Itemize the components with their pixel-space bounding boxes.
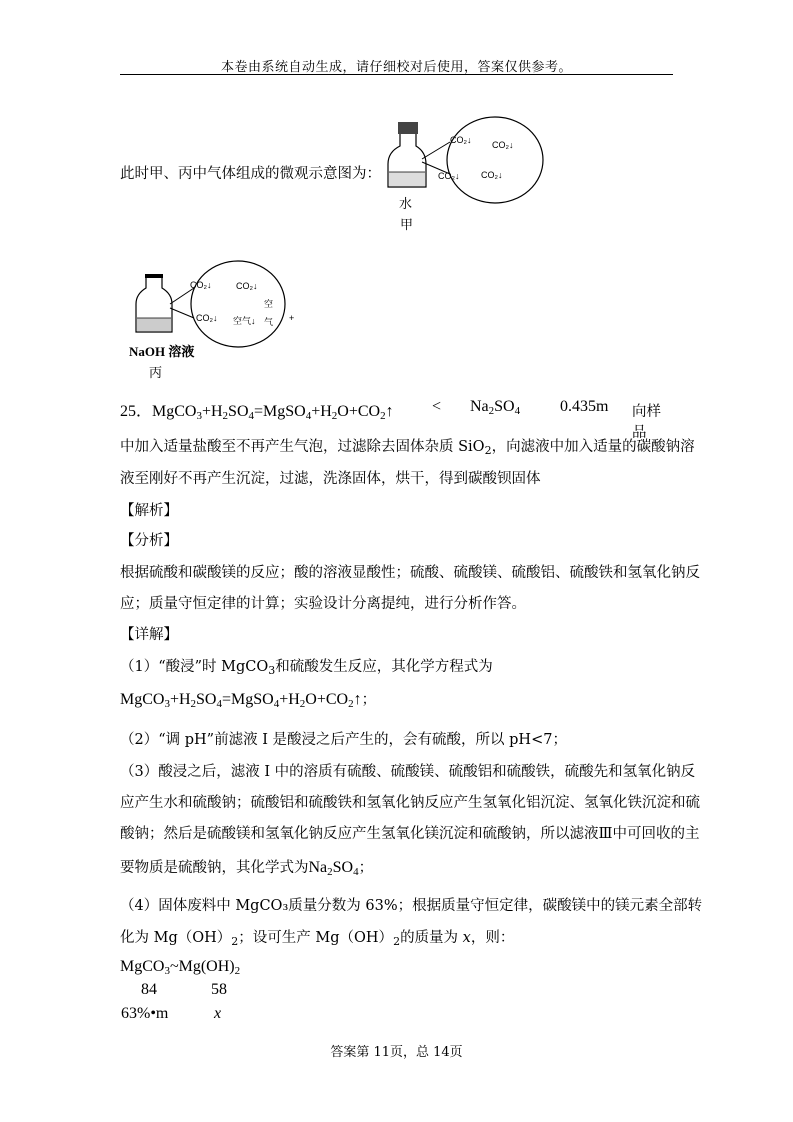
detail-p3: 应产生水和硫酸钠；硫酸铝和硫酸铁和氢氧化钠反应产生氢氧化铝沉淀、氢氧化铁沉淀和硫 bbox=[120, 795, 700, 811]
figure-caption: 此时甲、丙中气体组成的微观示意图为： bbox=[120, 166, 381, 182]
detail-p1: （1）“酸浸”时 MgCO$_3$和硫酸发生反应，其化学方程式为 bbox=[120, 659, 493, 677]
detail-p4: （4）固体废料中 MgCO₃质量分数为 63%；根据质量守恒定律，碳酸镁中的镁元素全部转 bbox=[120, 898, 703, 914]
q25-line3: 液至刚好不再产生沉淀，过滤，洗涤固体，烘干，得到碳酸钡固体 bbox=[120, 471, 541, 487]
liquid-label: 水 bbox=[399, 197, 413, 212]
fenxi-text: 应；质量守恒定律的计算；实验设计分离提纯，进行分析作答。 bbox=[120, 596, 526, 612]
water-layer bbox=[389, 172, 425, 186]
bottle-cap bbox=[145, 274, 163, 278]
q25-line2: 中加入适量盐酸至不再产生气泡，过滤除去固体杂质 SiO$_2$，向滤液中加入适量的碳酸钠溶 bbox=[120, 439, 695, 457]
naoh-layer bbox=[137, 318, 171, 331]
ph-answer: < bbox=[432, 398, 442, 415]
molar-mass: 84 bbox=[141, 981, 157, 998]
molecule-label: CO₂↓ bbox=[236, 281, 258, 291]
page-footer: 答案第 11页，总 14页 bbox=[330, 1045, 463, 1060]
molecule-label: CO₂↓ bbox=[190, 280, 212, 290]
fenxi-text: 根据硫酸和碳酸镁的反应；酸的溶液显酸性；硫酸、硫酸镁、硫酸铝、硫酸铁和氢氧化钠反 bbox=[120, 565, 700, 581]
molar-mass: 58 bbox=[211, 981, 227, 998]
detail-p3: 要物质是硫酸钠，其化学式为$Na_2SO_4$； bbox=[120, 859, 374, 878]
header-divider bbox=[120, 74, 673, 75]
mass-answer: 0.435m bbox=[560, 398, 609, 415]
q25-equation: 25．$MgCO_3+H_2SO_4=MgSO_4+H_2O+CO_2↑$ bbox=[120, 403, 394, 422]
bottle-cap bbox=[398, 122, 418, 134]
section-xiangjie: 【详解】 bbox=[120, 627, 178, 643]
liquid-label: NaOH 溶液 bbox=[129, 344, 195, 359]
molecule-label: CO₂↓ bbox=[450, 135, 472, 145]
detail-p3: （3）酸浸之后，滤液 I 中的溶质有硫酸、硫酸镁、硫酸铝和硫酸铁，硫酸先和氢氧化钠反 bbox=[120, 764, 696, 780]
section-jiexi: 【解析】 bbox=[120, 503, 178, 519]
ratio-formula: $MgCO_3\sim Mg(OH)_2$ bbox=[120, 958, 241, 977]
formula-answer: $Na_2SO_4$ bbox=[470, 398, 521, 417]
detail-p3: 酸钠；然后是硫酸镁和氢氧化钠反应产生氢氧化镁沉淀和硫酸钠，所以滤液Ⅲ中可回收的主 bbox=[120, 826, 700, 842]
molecule-label: CO₂↓ bbox=[492, 140, 514, 150]
detail-equation: $MgCO_3+H_2SO_4=MgSO_4+H_2O+CO_2↑$； bbox=[120, 691, 377, 710]
molecule-label: 空气↓ bbox=[233, 316, 256, 326]
vessel-label: 丙 bbox=[149, 366, 163, 381]
page-header: 本卷由系统自动生成，请仔细校对后使用，答案仅供参考。 bbox=[220, 60, 572, 75]
section-fenxi: 【分析】 bbox=[120, 533, 178, 549]
side-text: 空 bbox=[264, 299, 274, 309]
molecule-label: CO₂↓ bbox=[481, 170, 503, 180]
given-quantity: 63%•m bbox=[121, 1005, 169, 1022]
micro-bubble bbox=[447, 117, 543, 203]
q25-answer-row bbox=[120, 398, 673, 441]
detail-p4: 化为 $Mg(OH)_2$；设可生产 $Mg(OH)_2$的质量为 x，则： bbox=[120, 930, 515, 948]
detail-p2: （2）“调 pH”前滤液 I 是酸浸之后产生的，会有硫酸，所以 pH<7； bbox=[120, 732, 567, 748]
unknown-quantity: x bbox=[214, 1005, 222, 1022]
method-start: 向样品 bbox=[632, 404, 661, 441]
plus-mark: + bbox=[289, 313, 295, 323]
vessel-label: 甲 bbox=[400, 218, 414, 233]
side-text: 气 bbox=[264, 317, 274, 327]
molecule-label: CO₂↓ bbox=[438, 171, 460, 181]
molecule-label: CO₂↓ bbox=[196, 313, 218, 323]
